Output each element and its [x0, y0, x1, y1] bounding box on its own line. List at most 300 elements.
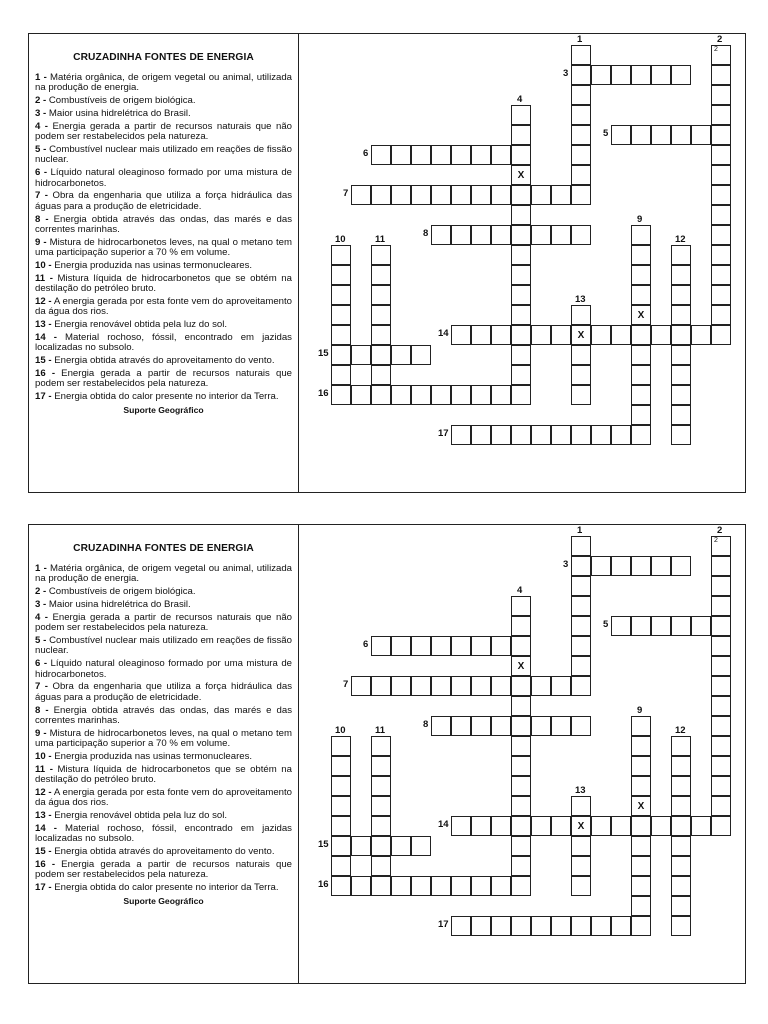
- crossword-cell[interactable]: [491, 385, 511, 405]
- crossword-cell[interactable]: [571, 45, 591, 65]
- crossword-cell[interactable]: [671, 125, 691, 145]
- crossword-cell[interactable]: [511, 425, 531, 445]
- crossword-cell[interactable]: [531, 716, 551, 736]
- crossword-cell[interactable]: [671, 736, 691, 756]
- crossword-cell[interactable]: [511, 105, 531, 125]
- crossword-cell[interactable]: [571, 225, 591, 245]
- crossword-cell[interactable]: [371, 796, 391, 816]
- crossword-cell[interactable]: [571, 836, 591, 856]
- crossword-cell[interactable]: [471, 716, 491, 736]
- crossword-cell[interactable]: [551, 676, 571, 696]
- crossword-cell[interactable]: [431, 636, 451, 656]
- crossword-cell[interactable]: [411, 876, 431, 896]
- crossword-cell[interactable]: [711, 596, 731, 616]
- crossword-cell[interactable]: [411, 636, 431, 656]
- crossword-cell[interactable]: [331, 325, 351, 345]
- crossword-cell[interactable]: [511, 245, 531, 265]
- crossword-cell[interactable]: [391, 385, 411, 405]
- crossword-cell[interactable]: [591, 816, 611, 836]
- crossword-cell[interactable]: [491, 325, 511, 345]
- crossword-cell[interactable]: [671, 776, 691, 796]
- crossword-cell[interactable]: [451, 676, 471, 696]
- crossword-cell[interactable]: [331, 756, 351, 776]
- crossword-cell[interactable]: [591, 916, 611, 936]
- crossword-cell[interactable]: [411, 676, 431, 696]
- crossword-cell[interactable]: [351, 345, 371, 365]
- crossword-cell[interactable]: [671, 856, 691, 876]
- crossword-cell[interactable]: [711, 65, 731, 85]
- crossword-cell[interactable]: [551, 425, 571, 445]
- crossword-cell[interactable]: [411, 385, 431, 405]
- crossword-cell[interactable]: [511, 305, 531, 325]
- crossword-cell[interactable]: [671, 245, 691, 265]
- crossword-cell[interactable]: [451, 816, 471, 836]
- crossword-cell[interactable]: [551, 916, 571, 936]
- crossword-cell[interactable]: [511, 616, 531, 636]
- crossword-cell[interactable]: [551, 325, 571, 345]
- crossword-cell[interactable]: [491, 876, 511, 896]
- crossword-cell[interactable]: [571, 385, 591, 405]
- crossword-cell[interactable]: [571, 85, 591, 105]
- crossword-cell[interactable]: [351, 676, 371, 696]
- crossword-cell[interactable]: [531, 225, 551, 245]
- crossword-cell[interactable]: [591, 425, 611, 445]
- crossword-cell[interactable]: [331, 776, 351, 796]
- clue-text: Energia obtida através do aproveitamento do vento.: [51, 355, 275, 367]
- crossword-cell[interactable]: [631, 856, 651, 876]
- crossword-cell[interactable]: [691, 816, 711, 836]
- crossword-cell[interactable]: [511, 145, 531, 165]
- crossword-cell[interactable]: [631, 425, 651, 445]
- crossword-cell[interactable]: [511, 636, 531, 656]
- crossword-cell[interactable]: [671, 816, 691, 836]
- crossword-cell[interactable]: [651, 325, 671, 345]
- crossword-cell[interactable]: [631, 896, 651, 916]
- crossword-cell[interactable]: [471, 916, 491, 936]
- crossword-cell[interactable]: [651, 616, 671, 636]
- crossword-cell[interactable]: [371, 285, 391, 305]
- crossword-cell[interactable]: [631, 405, 651, 425]
- crossword-cell[interactable]: [391, 145, 411, 165]
- crossword-cell[interactable]: [511, 676, 531, 696]
- crossword-cell[interactable]: [671, 325, 691, 345]
- crossword-cell[interactable]: [511, 225, 531, 245]
- crossword-cell[interactable]: [691, 125, 711, 145]
- crossword-cell[interactable]: [511, 205, 531, 225]
- crossword-cell[interactable]: [511, 656, 531, 676]
- crossword-cell[interactable]: [571, 165, 591, 185]
- crossword-cell[interactable]: [331, 285, 351, 305]
- crossword-cell[interactable]: [531, 325, 551, 345]
- crossword-cell[interactable]: [351, 385, 371, 405]
- crossword-cell[interactable]: [571, 616, 591, 636]
- crossword-cell[interactable]: [371, 636, 391, 656]
- crossword-cell[interactable]: [471, 425, 491, 445]
- crossword-cell[interactable]: [371, 325, 391, 345]
- crossword-cell[interactable]: [391, 836, 411, 856]
- crossword-cell[interactable]: [571, 425, 591, 445]
- crossword-cell[interactable]: [531, 185, 551, 205]
- crossword-cell[interactable]: [491, 716, 511, 736]
- crossword-cell[interactable]: [611, 616, 631, 636]
- crossword-cell[interactable]: [471, 185, 491, 205]
- crossword-cell[interactable]: [511, 816, 531, 836]
- clue-text: Energia obtida através das ondas, das marés e das correntes marinhas.: [35, 704, 292, 727]
- crossword-cell[interactable]: [471, 876, 491, 896]
- crossword-cell[interactable]: [611, 125, 631, 145]
- crossword-cell[interactable]: [671, 556, 691, 576]
- crossword-cell[interactable]: [511, 285, 531, 305]
- crossword-cell[interactable]: [711, 165, 731, 185]
- crossword-cell[interactable]: [431, 145, 451, 165]
- crossword-cell[interactable]: [511, 385, 531, 405]
- crossword-cell[interactable]: [491, 145, 511, 165]
- crossword-cell[interactable]: [471, 676, 491, 696]
- crossword-cell[interactable]: [671, 896, 691, 916]
- crossword-cell[interactable]: [331, 365, 351, 385]
- crossword-cell[interactable]: [371, 385, 391, 405]
- crossword-cell[interactable]: [711, 616, 731, 636]
- crossword-cell[interactable]: [611, 425, 631, 445]
- crossword-cell[interactable]: [371, 756, 391, 776]
- crossword-cell[interactable]: [671, 305, 691, 325]
- crossword-cell[interactable]: [491, 816, 511, 836]
- crossword-cell[interactable]: [611, 556, 631, 576]
- crossword-cell[interactable]: [671, 385, 691, 405]
- crossword-cell[interactable]: [711, 145, 731, 165]
- crossword-cell[interactable]: [511, 876, 531, 896]
- crossword-cell[interactable]: [431, 185, 451, 205]
- crossword-cell[interactable]: [531, 425, 551, 445]
- word-number-10: 10: [335, 725, 346, 736]
- crossword-cell[interactable]: [551, 816, 571, 836]
- crossword-cell[interactable]: [571, 576, 591, 596]
- crossword-cell[interactable]: [711, 45, 731, 65]
- crossword-cell[interactable]: [631, 385, 651, 405]
- crossword-cell[interactable]: [571, 65, 591, 85]
- crossword-cell[interactable]: [511, 365, 531, 385]
- crossword-cell[interactable]: [431, 676, 451, 696]
- crossword-cell[interactable]: [631, 736, 651, 756]
- crossword-cell[interactable]: [391, 185, 411, 205]
- crossword-cell[interactable]: [331, 816, 351, 836]
- crossword-cell[interactable]: [611, 916, 631, 936]
- crossword-cell[interactable]: [511, 345, 531, 365]
- crossword-cell[interactable]: [371, 736, 391, 756]
- crossword-cell[interactable]: [571, 916, 591, 936]
- crossword-cell[interactable]: [551, 716, 571, 736]
- crossword-cell[interactable]: [711, 325, 731, 345]
- crossword-cell[interactable]: [511, 325, 531, 345]
- crossword-cell[interactable]: [451, 716, 471, 736]
- crossword-cell[interactable]: [711, 756, 731, 776]
- crossword-cell[interactable]: [371, 776, 391, 796]
- crossword-cell[interactable]: [571, 345, 591, 365]
- crossword-cell[interactable]: [431, 225, 451, 245]
- crossword-cell[interactable]: [571, 856, 591, 876]
- crossword-cell[interactable]: [711, 105, 731, 125]
- crossword-cell[interactable]: [571, 325, 591, 345]
- crossword-cell[interactable]: [631, 365, 651, 385]
- crossword-cell[interactable]: [451, 636, 471, 656]
- crossword-cell[interactable]: [411, 345, 431, 365]
- crossword-cell[interactable]: [631, 816, 651, 836]
- crossword-cell[interactable]: [631, 225, 651, 245]
- crossword-cell[interactable]: [631, 756, 651, 776]
- crossword-cell[interactable]: [571, 716, 591, 736]
- crossword-cell[interactable]: [571, 656, 591, 676]
- crossword-cell[interactable]: [631, 716, 651, 736]
- crossword-cell[interactable]: [651, 125, 671, 145]
- clue-number: 1 -: [35, 563, 47, 574]
- crossword-cell[interactable]: [331, 345, 351, 365]
- crossword-cell[interactable]: [371, 245, 391, 265]
- crossword-cell[interactable]: [331, 245, 351, 265]
- crossword-cell[interactable]: [711, 205, 731, 225]
- crossword-cell[interactable]: [691, 616, 711, 636]
- clue-number: 17 -: [35, 882, 52, 894]
- crossword-cell[interactable]: [571, 185, 591, 205]
- crossword-cell[interactable]: [671, 796, 691, 816]
- crossword-cell[interactable]: [651, 65, 671, 85]
- crossword-cell[interactable]: [511, 185, 531, 205]
- crossword-cell[interactable]: [471, 385, 491, 405]
- crossword-cell[interactable]: [451, 425, 471, 445]
- crossword-cell[interactable]: [471, 816, 491, 836]
- crossword-cell[interactable]: [631, 345, 651, 365]
- crossword-cell[interactable]: [331, 856, 351, 876]
- crossword-cell[interactable]: [491, 185, 511, 205]
- crossword-cell[interactable]: [571, 125, 591, 145]
- crossword-cell[interactable]: [391, 345, 411, 365]
- crossword-cell[interactable]: [451, 876, 471, 896]
- crossword-cell[interactable]: [371, 676, 391, 696]
- crossword-cell[interactable]: [671, 425, 691, 445]
- clue-12: [35, 297, 292, 318]
- crossword-cell[interactable]: [471, 225, 491, 245]
- crossword-cell[interactable]: [371, 185, 391, 205]
- crossword-cell[interactable]: [391, 636, 411, 656]
- crossword-cell[interactable]: [631, 556, 651, 576]
- crossword-cell[interactable]: [711, 676, 731, 696]
- crossword-cell[interactable]: [571, 145, 591, 165]
- crossword-cell[interactable]: [511, 916, 531, 936]
- word-number-6: 6: [363, 148, 369, 159]
- crossword-cell[interactable]: [711, 636, 731, 656]
- clue-text: Maior usina hidrelétrica do Brasil.: [46, 108, 191, 119]
- crossword-cell[interactable]: [711, 225, 731, 245]
- crossword-cell[interactable]: [331, 305, 351, 325]
- crossword-cell[interactable]: [711, 556, 731, 576]
- crossword-cell[interactable]: [331, 385, 351, 405]
- crossword-cell[interactable]: [711, 716, 731, 736]
- word-number-15: 15: [318, 348, 329, 359]
- crossword-cell[interactable]: [571, 816, 591, 836]
- crossword-cell[interactable]: [371, 816, 391, 836]
- crossword-cell[interactable]: [631, 876, 651, 896]
- crossword-cell[interactable]: [491, 636, 511, 656]
- crossword-cell[interactable]: [671, 876, 691, 896]
- crossword-cell[interactable]: [711, 576, 731, 596]
- crossword-cell[interactable]: [471, 325, 491, 345]
- crossword-cell[interactable]: [711, 536, 731, 556]
- crossword-cell[interactable]: [491, 676, 511, 696]
- crossword-cell[interactable]: [711, 305, 731, 325]
- crossword-cell[interactable]: [711, 656, 731, 676]
- crossword-cell[interactable]: [591, 325, 611, 345]
- crossword-cell[interactable]: [511, 836, 531, 856]
- crossword-cell[interactable]: [351, 185, 371, 205]
- crossword-cell[interactable]: [411, 145, 431, 165]
- crossword-cell[interactable]: [411, 836, 431, 856]
- crossword-cell[interactable]: [711, 796, 731, 816]
- crossword-cell[interactable]: [371, 345, 391, 365]
- crossword-cell[interactable]: [331, 736, 351, 756]
- clue-text: Energia renovável obtida pela luz do sol.: [51, 810, 228, 822]
- crossword-cell[interactable]: [711, 265, 731, 285]
- crossword-cell[interactable]: [511, 756, 531, 776]
- crossword-cell[interactable]: [711, 696, 731, 716]
- crossword-cell[interactable]: [331, 265, 351, 285]
- crossword-cell[interactable]: [631, 916, 651, 936]
- crossword-cell[interactable]: [631, 245, 651, 265]
- crossword-cell[interactable]: [711, 125, 731, 145]
- crossword-cell[interactable]: [491, 425, 511, 445]
- crossword-cell[interactable]: [431, 385, 451, 405]
- crossword-cell[interactable]: [571, 536, 591, 556]
- crossword-cell[interactable]: [631, 285, 651, 305]
- crossword-cell[interactable]: [471, 636, 491, 656]
- crossword-cell[interactable]: [351, 876, 371, 896]
- crossword-cell[interactable]: [571, 305, 591, 325]
- crossword-cell[interactable]: [511, 696, 531, 716]
- crossword-cell[interactable]: [531, 676, 551, 696]
- crossword-cell[interactable]: [631, 325, 651, 345]
- crossword-cell[interactable]: [711, 816, 731, 836]
- crossword-cell[interactable]: [671, 265, 691, 285]
- crossword-cell[interactable]: [511, 856, 531, 876]
- crossword-cell[interactable]: [631, 616, 651, 636]
- crossword-cell[interactable]: [711, 736, 731, 756]
- crossword-cell[interactable]: [671, 345, 691, 365]
- crossword-cell[interactable]: [671, 285, 691, 305]
- crossword-cell[interactable]: [451, 916, 471, 936]
- crossword-cell[interactable]: [511, 265, 531, 285]
- crossword-cell[interactable]: [451, 385, 471, 405]
- crossword-cell[interactable]: [511, 736, 531, 756]
- crossword-cell[interactable]: [611, 325, 631, 345]
- crossword-cell[interactable]: [631, 796, 651, 816]
- crossword-cell[interactable]: [691, 325, 711, 345]
- clue-number: 5 -: [35, 144, 47, 155]
- crossword-cell[interactable]: [351, 836, 371, 856]
- crossword-cell[interactable]: [531, 816, 551, 836]
- crossword-cell[interactable]: [611, 816, 631, 836]
- crossword-cell[interactable]: [531, 916, 551, 936]
- crossword-cell[interactable]: [511, 796, 531, 816]
- crossword-cell[interactable]: [511, 716, 531, 736]
- crossword-cell[interactable]: [711, 776, 731, 796]
- crossword-cell[interactable]: [451, 185, 471, 205]
- crossword-cell[interactable]: [371, 265, 391, 285]
- crossword-cell[interactable]: [331, 836, 351, 856]
- clue-1: [35, 564, 292, 585]
- crossword-cell[interactable]: [511, 125, 531, 145]
- crossword-cell[interactable]: [471, 145, 491, 165]
- crossword-cell[interactable]: [571, 876, 591, 896]
- crossword-cell[interactable]: [571, 636, 591, 656]
- word-number-5: 5: [603, 128, 609, 139]
- crossword-cell[interactable]: [371, 856, 391, 876]
- crossword-cell[interactable]: [551, 225, 571, 245]
- crossword-cell[interactable]: [451, 225, 471, 245]
- crossword-cell[interactable]: [671, 65, 691, 85]
- crossword-cell[interactable]: [371, 365, 391, 385]
- crossword-cell[interactable]: [711, 85, 731, 105]
- crossword-cell[interactable]: [571, 105, 591, 125]
- crossword-cell[interactable]: [671, 916, 691, 936]
- crossword-cell[interactable]: [671, 836, 691, 856]
- crossword-cell[interactable]: [571, 796, 591, 816]
- crossword-cell[interactable]: [671, 616, 691, 636]
- crossword-cell[interactable]: [411, 185, 431, 205]
- crossword-cell[interactable]: [451, 145, 471, 165]
- crossword-cell[interactable]: [451, 325, 471, 345]
- crossword-cell[interactable]: [631, 836, 651, 856]
- crossword-cell[interactable]: [671, 756, 691, 776]
- crossword-cell[interactable]: [611, 65, 631, 85]
- crossword-cell[interactable]: [431, 876, 451, 896]
- crossword-cell[interactable]: [371, 145, 391, 165]
- crossword-cell[interactable]: [331, 796, 351, 816]
- crossword-cell[interactable]: [511, 776, 531, 796]
- crossword-cell[interactable]: [591, 65, 611, 85]
- clue-8: [35, 706, 292, 727]
- crossword-cell[interactable]: [571, 365, 591, 385]
- crossword-cell[interactable]: [551, 185, 571, 205]
- crossword-cell[interactable]: [391, 876, 411, 896]
- crossword-cell[interactable]: [571, 676, 591, 696]
- crossword-cell[interactable]: [711, 185, 731, 205]
- crossword-cell[interactable]: [631, 265, 651, 285]
- crossword-cell[interactable]: [571, 596, 591, 616]
- crossword-cell[interactable]: [491, 916, 511, 936]
- crossword-cell[interactable]: [631, 125, 651, 145]
- crossword-cell[interactable]: [711, 245, 731, 265]
- crossword-cell[interactable]: [631, 776, 651, 796]
- crossword-cell[interactable]: [711, 285, 731, 305]
- crossword-cell[interactable]: [591, 556, 611, 576]
- crossword-cell[interactable]: [511, 596, 531, 616]
- crossword-cell[interactable]: [631, 65, 651, 85]
- word-number-4: 4: [517, 585, 523, 596]
- crossword-cell[interactable]: [571, 556, 591, 576]
- crossword-cell[interactable]: [511, 165, 531, 185]
- crossword-cell[interactable]: [391, 676, 411, 696]
- crossword-cell[interactable]: [431, 716, 451, 736]
- word-number-14: 14: [438, 328, 449, 339]
- crossword-cell[interactable]: [371, 876, 391, 896]
- crossword-cell[interactable]: [371, 836, 391, 856]
- crossword-cell[interactable]: [371, 305, 391, 325]
- crossword-cell[interactable]: [671, 365, 691, 385]
- crossword-cell[interactable]: [631, 305, 651, 325]
- crossword-cell[interactable]: [671, 405, 691, 425]
- crossword-cell[interactable]: [651, 556, 671, 576]
- crossword-cell[interactable]: [651, 816, 671, 836]
- crossword-cell[interactable]: [491, 225, 511, 245]
- crossword-cell[interactable]: [331, 876, 351, 896]
